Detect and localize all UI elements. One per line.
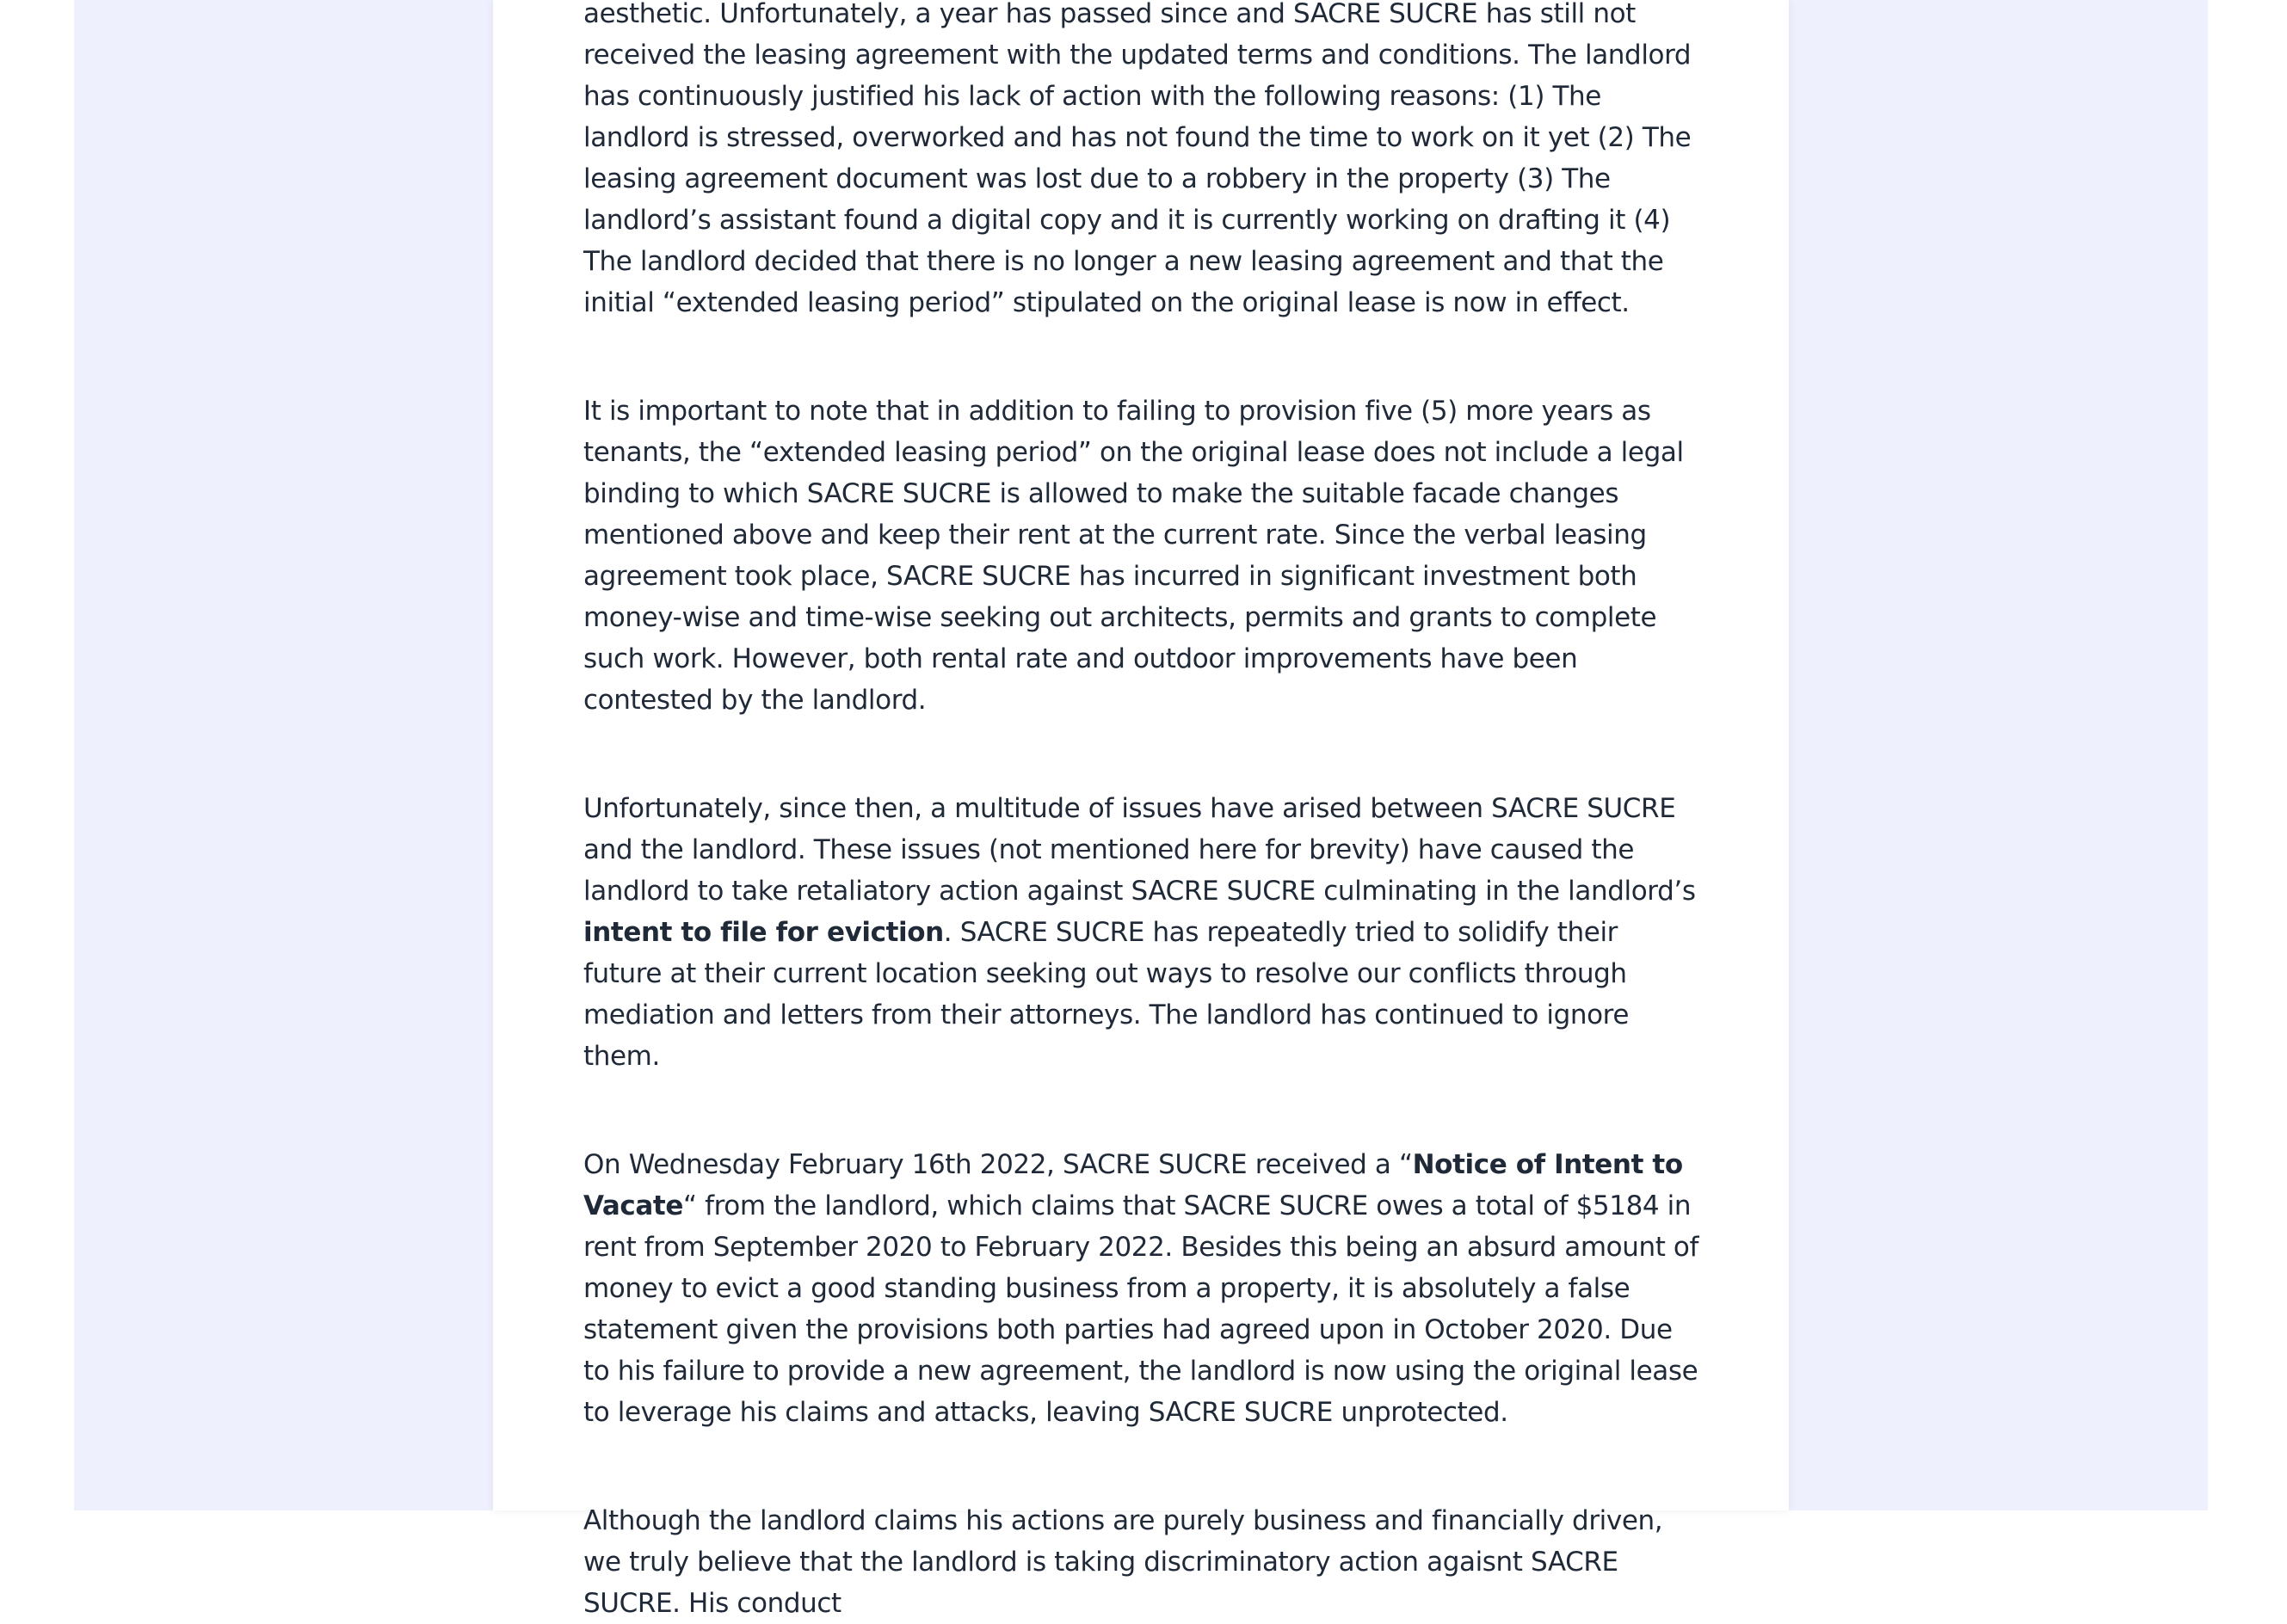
paragraph-text: Unfortunately, since then, a multitude of issues have arised between SACRE SUCRE and the landlord. These issues (not mentioned here for brevity) have caused the landlord to take retaliatory action against SACRE SUCRE culminating in the landlord’s bbox=[583, 793, 1696, 907]
paragraph-text: On Wednesday February 16th 2022, SACRE SUCRE received a “ bbox=[583, 1149, 1413, 1180]
emphasis-notice-of-intent-to-vacate: Notice of Intent to Vacate bbox=[583, 1149, 1683, 1221]
article-body bbox=[583, 0, 1704, 1624]
paragraph-text: . SACRE SUCRE has repeatedly tried to solidify their future at their current location seeking out ways to resolve our conflicts through mediation and letters from their attorneys. The landlord has continued to ignore them. bbox=[583, 917, 1630, 1072]
paragraph-text: “ from the landlord, which claims that SACRE SUCRE owes a total of $5184 in rent from September 2020 to February 2022. Besides this being an absurd amount of money to evict a good standing business from a property, it is absolutely a false statement given the provisions both parties had agreed upon in October 2020. Due to his failure to provide a new agreement, the landlord is now using the original lease to leverage his claims and attacks, leaving SACRE SUCRE unprotected. bbox=[583, 1190, 1698, 1428]
paragraph-notice-to-vacate bbox=[583, 1144, 1704, 1433]
paragraph-lease-delay: aesthetic. Unfortunately, a year has passed since and SACRE SUCRE has still not received the leasing agreement with the updated terms and conditions. The landlord has continuously justified his lack of action with the following reasons: (1) The landlord is stressed, overworked and has not found the time to work on it yet (2) The leasing agreement document was lost due to a robbery in the property (3) The landlord’s assistant found a digital copy and it is currently working on drafting it (4) The landlord decided that there is no longer a new leasing agreement and that the initial “extended leasing period” stipulated on the original lease is now in effect. bbox=[583, 0, 1692, 318]
paragraph-discrimination-claim: Although the landlord claims his actions are purely business and financially driven, we truly believe that the landlord is taking discriminatory action agaisnt SACRE SUCRE. His conduct bbox=[583, 1505, 1663, 1619]
emphasis-intent-to-file-for-eviction: intent to file for eviction bbox=[583, 917, 944, 948]
paragraph-extended-leasing-period: It is important to note that in addition to failing to provision five (5) more years as tenants, the “extended leasing period” on the original lease does not include a legal binding to which SACRE SUCRE is allowed to make the suitable facade changes mentioned above and keep their rent at the current rate. Since the verbal leasing agreement took place, SACRE SUCRE has incurred in significant investment both money-wise and time-wise seeking out architects, permits and grants to complete such work. However, both rental rate and outdoor improvements have been contested by the landlord. bbox=[583, 396, 1684, 716]
paragraph-intent-to-evict bbox=[583, 788, 1704, 1077]
